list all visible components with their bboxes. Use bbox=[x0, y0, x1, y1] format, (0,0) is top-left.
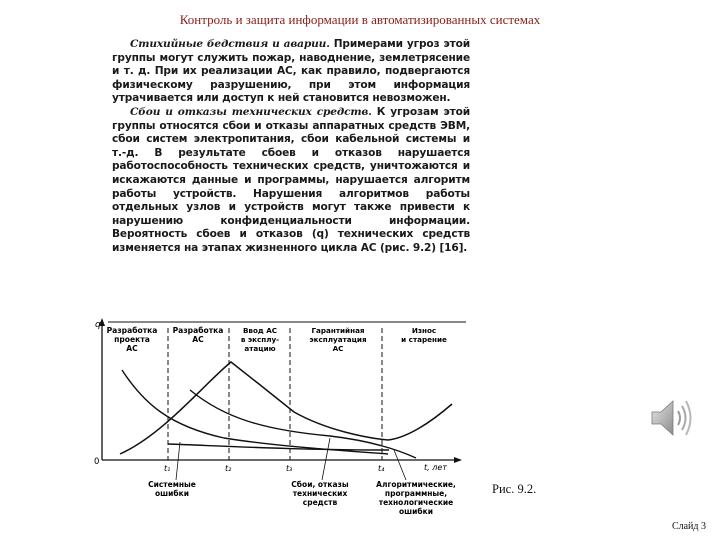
stage-label-3: Ввод АС в эксплу-атацию bbox=[240, 326, 280, 353]
paragraph-1-line1: Примерами угроз этой группы bbox=[112, 38, 470, 64]
speaker-icon-graphic bbox=[648, 396, 696, 440]
stage-label-2: Разработка АС bbox=[172, 326, 224, 344]
paragraph-1-text: могут служить пожар, наводнение, землетрясение и т. д. При их реализации АС, как правило, подвергаются физическому разрушению, при этом информация утрачивается или доступ к ней становится невозможен. bbox=[112, 51, 470, 105]
bottom-label-algorithmic-errors: Алгоритмические, программные, технологические ошибки bbox=[376, 480, 456, 516]
y-axis-label: q bbox=[95, 320, 101, 330]
curve-total-probability bbox=[120, 362, 452, 454]
tick-t3: t₃ bbox=[286, 464, 293, 473]
figure-caption: Рис. 9.2. bbox=[492, 482, 537, 496]
slide-title: Контроль и защита информации в автоматизированных системах bbox=[179, 12, 541, 27]
leader-system-errors bbox=[176, 442, 180, 480]
paragraph-2-title: Сбои и отказы технических средств. bbox=[130, 105, 372, 118]
body-text bbox=[112, 38, 470, 256]
stage-label-4: Гарантийная эксплуатация АС bbox=[309, 326, 367, 353]
paragraph-1 bbox=[112, 38, 470, 106]
slide-number: Слайд 3 bbox=[671, 521, 706, 532]
origin-label: 0 bbox=[94, 457, 100, 467]
curve-system-errors bbox=[122, 370, 388, 454]
x-axis-label: t, лет bbox=[424, 463, 447, 472]
leader-technical-failures bbox=[322, 438, 330, 480]
bottom-label-system-errors: Системные ошибки bbox=[148, 480, 196, 498]
speaker-icon[interactable] bbox=[648, 396, 696, 440]
paragraph-2 bbox=[112, 106, 470, 256]
stage-label-1: Разработка проекта АС bbox=[106, 326, 158, 353]
failure-probability-figure bbox=[94, 314, 468, 524]
bottom-label-technical-failures: Сбои, отказы технических средств bbox=[291, 480, 349, 507]
stage-label-5: Износ и старение bbox=[401, 326, 447, 344]
tick-t2: t₂ bbox=[225, 464, 232, 473]
paragraph-2-text: К угрозам этой группы относятся сбои и отказы аппаратных средств ЭВМ, сбои систем электропитания, сбои кабельной системы и т.-д. В результате сбоев и отказов нарушается работоспособность технических средств, уничтожаются и искажаются данные и программы, нарушается алгоритм работы устройств. Нарушения алгоритмов работы отдельных узлов и устройств могут также привести к нарушению конфиденциальности информации. Вероятность сбоев и отказов (q) технических средств изменяется на этапах жизненного цикла АС (рис. 9.2) [16]. bbox=[112, 105, 470, 254]
x-axis-arrow bbox=[454, 457, 462, 463]
leader-algorithmic-errors bbox=[394, 450, 406, 480]
tick-t4: t₄ bbox=[378, 464, 385, 473]
paragraph-1-title: Стихийные бедствия и аварии. bbox=[130, 38, 330, 50]
tick-t1: t₁ bbox=[164, 464, 171, 473]
